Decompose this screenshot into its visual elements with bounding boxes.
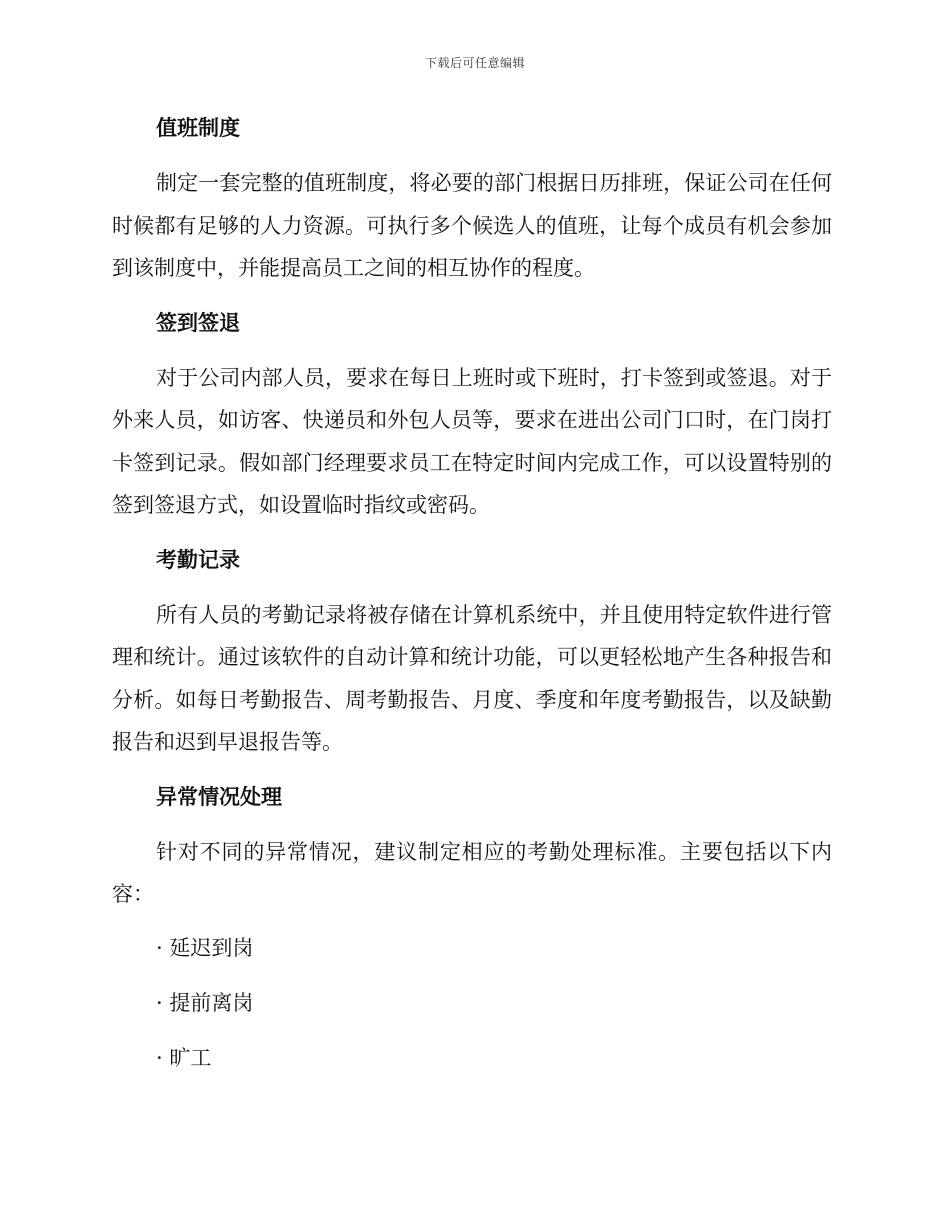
section-heading-duty: 值班制度 <box>156 116 240 140</box>
list-item: · 延迟到岗 <box>156 935 254 960</box>
list-item: · 提前离岗 <box>156 990 254 1015</box>
document-body <box>112 108 832 1093</box>
section-heading-checkin: 签到签退 <box>156 310 240 335</box>
section-paragraph-checkin: 对于公司内部人员，要求在每日上班时或下班时，打卡签到或签退。对于外来人员，如访客、快递员和外包人员等，要求在进出公司门口时，在门岗打卡签到记录。假如部门经理要求员工在特定时间内完成工作，可以设置特别的签到签退方式，如设置临时指纹或密码。 <box>112 365 832 517</box>
section-paragraph-exceptions: 针对不同的异常情况，建议制定相应的考勤处理标准。主要包括以下内容： <box>112 839 832 906</box>
section-paragraph-attendance: 所有人员的考勤记录将被存储在计算机系统中，并且使用特定软件进行管理和统计。通过该软件的自动计算和统计功能，可以更轻松地产生各种报告和分析。如每日考勤报告、周考勤报告、月度、季度和年度考勤报告，以及缺勤报告和迟到早退报告等。 <box>112 602 832 754</box>
list-item: · 旷工 <box>156 1045 212 1070</box>
section-paragraph-duty: 制定一套完整的值班制度，将必要的部门根据日历排班，保证公司在任何时候都有足够的人力资源。可执行多个候选人的值班，让每个成员有机会参加到该制度中，并能提高员工之间的相互协作的程度。 <box>112 171 832 280</box>
section-heading-attendance: 考勤记录 <box>156 547 240 572</box>
section-heading-exceptions: 异常情况处理 <box>156 784 282 809</box>
page-header: 下载后可任意编辑 <box>424 56 525 70</box>
